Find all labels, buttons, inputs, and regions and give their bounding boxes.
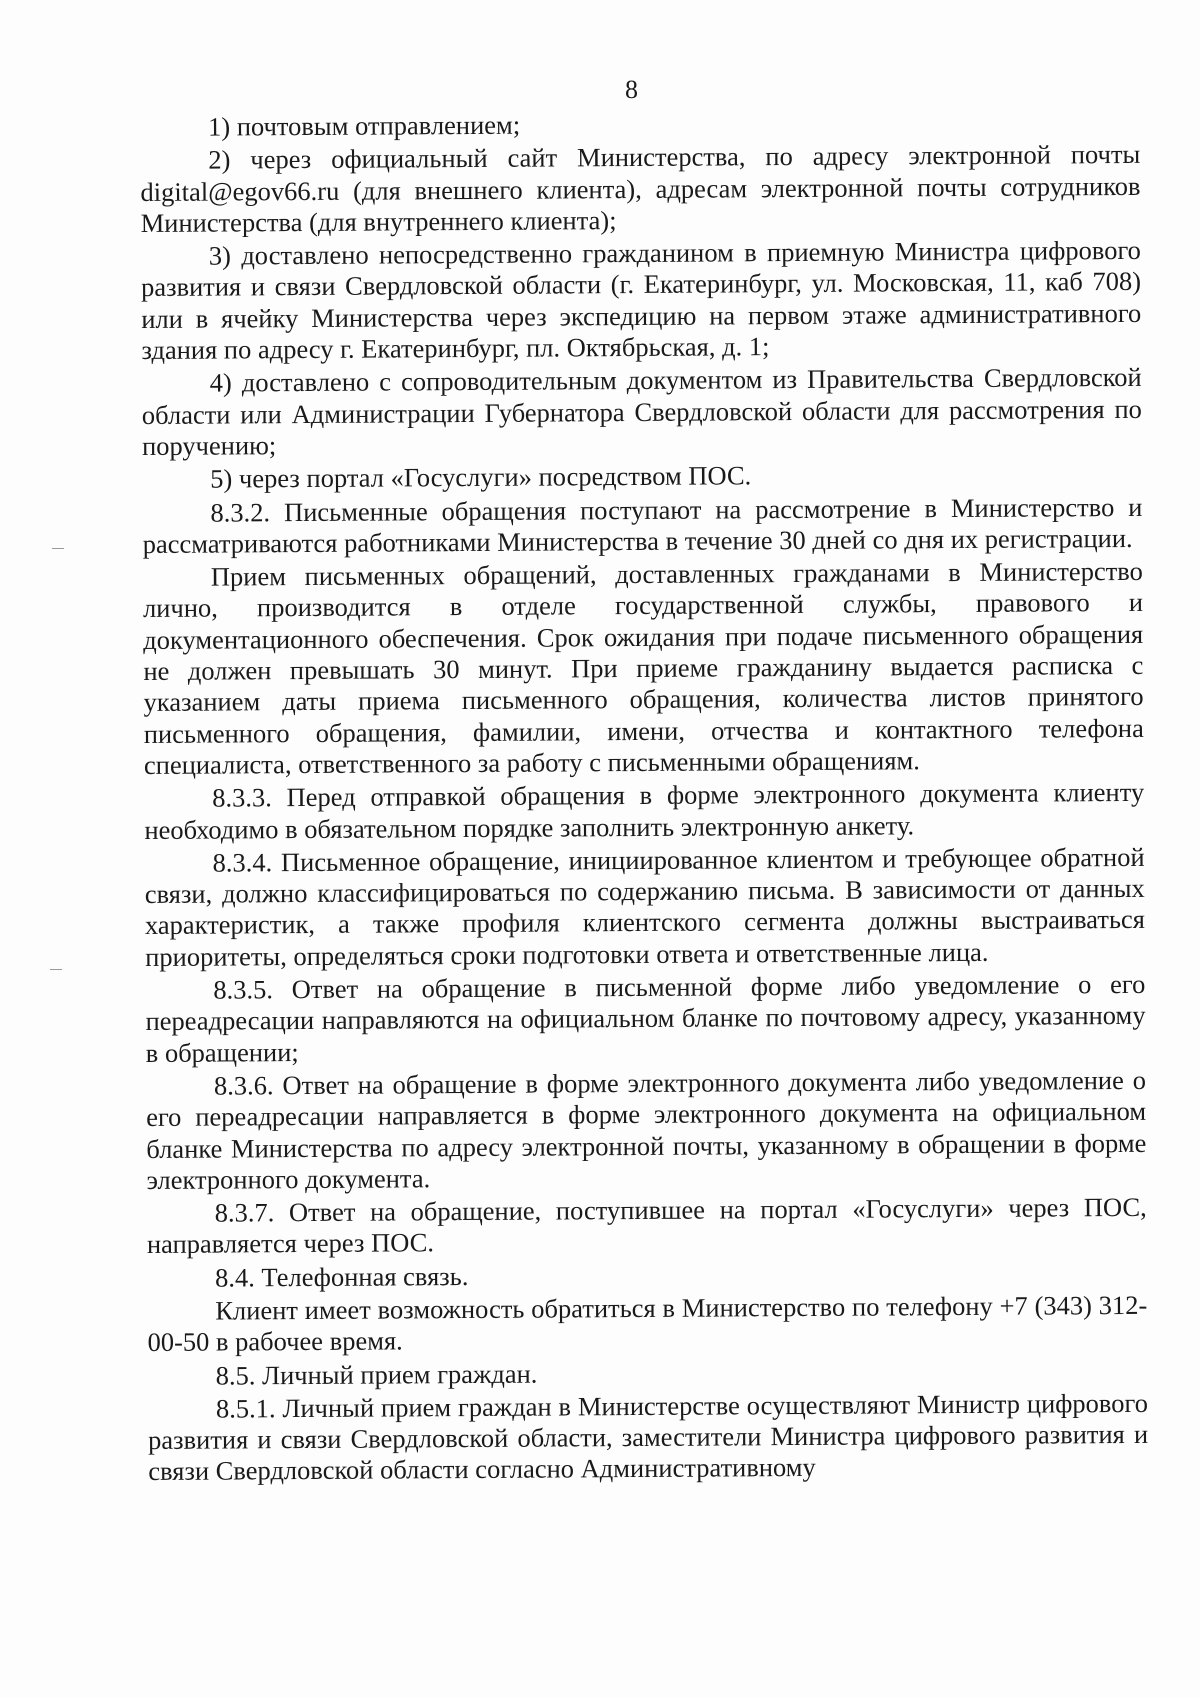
clause-8-3-7: 8.3.7. Ответ на обращение, поступившее на портал «Госуслуги» через ПОС, направляется через ПОС. (146, 1191, 1147, 1260)
document-body (140, 106, 1148, 1490)
clause-8-4-heading: 8.4. Телефонная связь. (215, 1260, 469, 1293)
list-item-website-email: 2) через официальный сайт Министерства, по адресу электронной почты digital@egov66.ru (для внешнего клиента), адресам электронной почты сотрудников Министерства (для внутреннего клиента); (140, 139, 1141, 238)
paragraph-phone-contact: Клиент имеет возможность обратиться в Министерство по телефону +7 (343) 312-00-50 в рабочее время. (147, 1289, 1148, 1358)
clause-8-5-heading: 8.5. Личный прием граждан. (215, 1358, 538, 1391)
list-item-delivered-in-person: 3) доставлено непосредственно гражданином в приемную Министра цифрового развития и связи Свердловской области (г. Екатеринбург, ул. Московская, 11, каб 708) или в ячейку Министерства через экспедицию на первом этаже административного здания по адресу г. Екатеринбург, пл. Октябрьская, д. 1; (140, 235, 1142, 366)
list-item-postal: 1) почтовым отправлением; (207, 109, 521, 142)
clause-8-3-5: 8.3.5. Ответ на обращение в письменной форме либо уведомление о его переадресации направляются на официальном бланке по почтовому адресу, указанному в обращении; (145, 968, 1146, 1068)
clause-8-3-4: 8.3.4. Письменное обращение, инициированное клиентом и требующее обратной связи, должно классифицироваться по содержанию письма. В зависимости от данных характеристик, а также профиля клиентского сегмента должны выстраиваться приоритеты, определяться сроки подготовки ответа и ответственные лица. (144, 841, 1146, 972)
paragraph-reception-of-written-requests: Прием письменных обращений, доставленных гражданами в Министерство лично, производится в отделе государственной службы, правового и документационного обеспечения. Срок ожидания при подаче письменного обращения не должен превышать 30 минут. При приеме гражданину выдается расписка с указанием даты приема письменного обращения, количества листов принятого письменного обращения, фамилии, имени, отчества и контактного телефона специалиста, ответственного за работу с письменными обращениям. (142, 556, 1144, 780)
clause-8-5-1: 8.5.1. Личный прием граждан в Министерстве осуществляют Министр цифрового развития и связи Свердловской области, заместители Министра цифрового развития и связи Свердловской области согласно Административному (148, 1387, 1149, 1487)
clause-8-3-2: 8.3.2. Письменные обращения поступают на рассмотрение в Министерство и рассматриваются работниками Министерства в течение 30 дней со дня их регистрации. (142, 491, 1143, 559)
page-number: 8 (625, 75, 638, 104)
scan-artifact (52, 548, 64, 549)
clause-8-3-6: 8.3.6. Ответ на обращение в форме электронного документа либо уведомление о его переадресации направляется в форме электронного документа на официальном бланке Министерства по адресу электронной почты, указанному в обращении в форме электронного документа. (146, 1064, 1147, 1195)
scan-artifact (50, 969, 62, 970)
list-item-gosuslugi-portal: 5) через портал «Госуслуги» посредством ПОС. (210, 460, 752, 494)
clause-8-3-3: 8.3.3. Перед отправкой обращения в форме электронного документа клиенту необходимо в обязательном порядке заполнить электронную анкету. (144, 777, 1145, 845)
list-item-delivered-from-government: 4) доставлено с сопроводительным документом из Правительства Свердловской области или Администрации Губернатора Свердловской области для рассмотрения по поручению; (141, 362, 1142, 461)
